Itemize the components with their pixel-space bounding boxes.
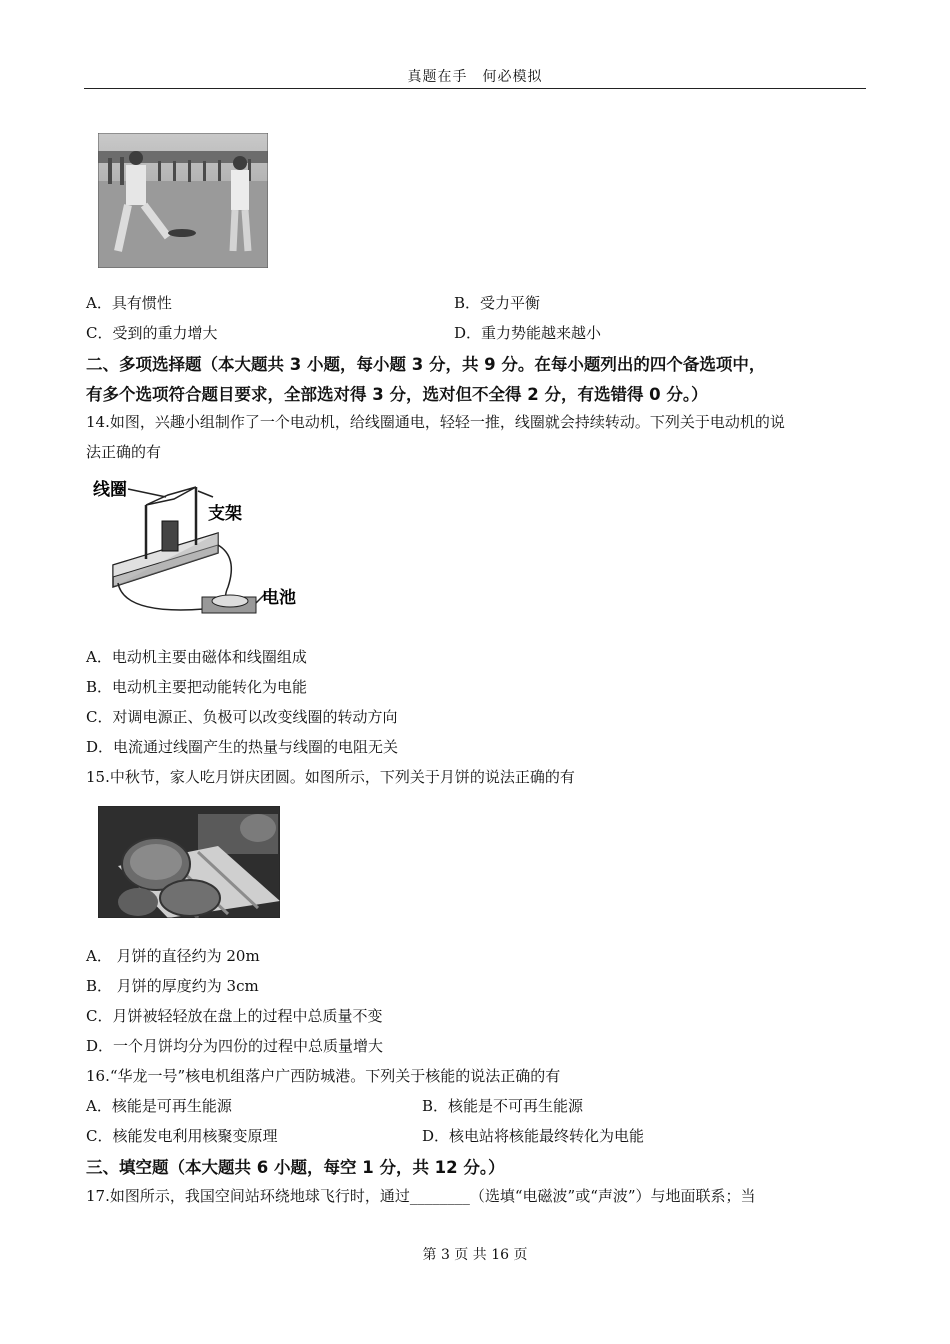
q15-option-d: D．一个月饼均分为四份的过程中总质量增大	[86, 1037, 384, 1055]
header-rule	[84, 88, 866, 89]
q15-option-b: B． 月饼的厚度约为 3cm	[86, 977, 259, 995]
mooncake-photo-figure	[98, 806, 280, 918]
page-header: 真题在手 何必模拟	[407, 69, 543, 85]
section2-heading-line2: 有多个选项符合题目要求，全部选对得 3 分，选对但不全得 2 分，有选错得 0 分。）	[86, 385, 708, 404]
battery-label: 电池	[262, 588, 296, 608]
coil-label: 线圈	[93, 480, 127, 500]
stand-label: 支架	[208, 504, 242, 524]
q15-option-a: A． 月饼的直径约为 20m	[86, 947, 260, 965]
q16-option-c: C．核能发电利用核聚变原理	[86, 1127, 278, 1145]
kick-photo-figure	[98, 133, 268, 268]
q13-option-c: C．受到的重力增大	[86, 324, 218, 342]
section2-heading-line1: 二、多项选择题（本大题共 3 小题，每小题 3 分，共 9 分。在每小题列出的四个备选项中，	[86, 355, 766, 374]
q13-option-b: B．受力平衡	[454, 294, 541, 312]
q16-option-a: A．核能是可再生能源	[86, 1097, 232, 1115]
section3-heading: 三、填空题（本大题共 6 小题，每空 1 分，共 12 分。）	[86, 1158, 505, 1177]
q15-option-c: C．月饼被轻轻放在盘上的过程中总质量不变	[86, 1007, 383, 1025]
q14-option-c: C．对调电源正、负极可以改变线圈的转动方向	[86, 708, 398, 726]
q14-stem-line1: 14.如图，兴趣小组制作了一个电动机，给线圈通电，轻轻一推，线圈就会持续转动。下列关于电动机的说	[86, 413, 785, 431]
q14-stem-line2: 法正确的有	[86, 443, 162, 461]
q16-option-b: B．核能是不可再生能源	[422, 1097, 584, 1115]
q14-option-d: D．电流通过线圈产生的热量与线圈的电阻无关	[86, 738, 399, 756]
q16-stem: 16.“华龙一号”核电机组落户广西防城港。下列关于核能的说法正确的有	[86, 1067, 561, 1085]
q13-option-a: A．具有惯性	[86, 294, 172, 312]
page-footer: 第 3 页 共 16 页	[422, 1247, 528, 1263]
q14-option-b: B．电动机主要把动能转化为电能	[86, 678, 308, 696]
q17-stem: 17.如图所示，我国空间站环绕地球飞行时，通过________（选填“电磁波”或“声波”）与地面联系；当	[86, 1187, 756, 1205]
q14-option-a: A．电动机主要由磁体和线圈组成	[86, 648, 307, 666]
motor-diagram-figure	[88, 475, 310, 625]
q16-option-d: D．核电站将核能最终转化为电能	[422, 1127, 645, 1145]
q13-option-d: D．重力势能越来越小	[454, 324, 602, 342]
q15-stem: 15.中秋节，家人吃月饼庆团圆。如图所示，下列关于月饼的说法正确的有	[86, 768, 575, 786]
